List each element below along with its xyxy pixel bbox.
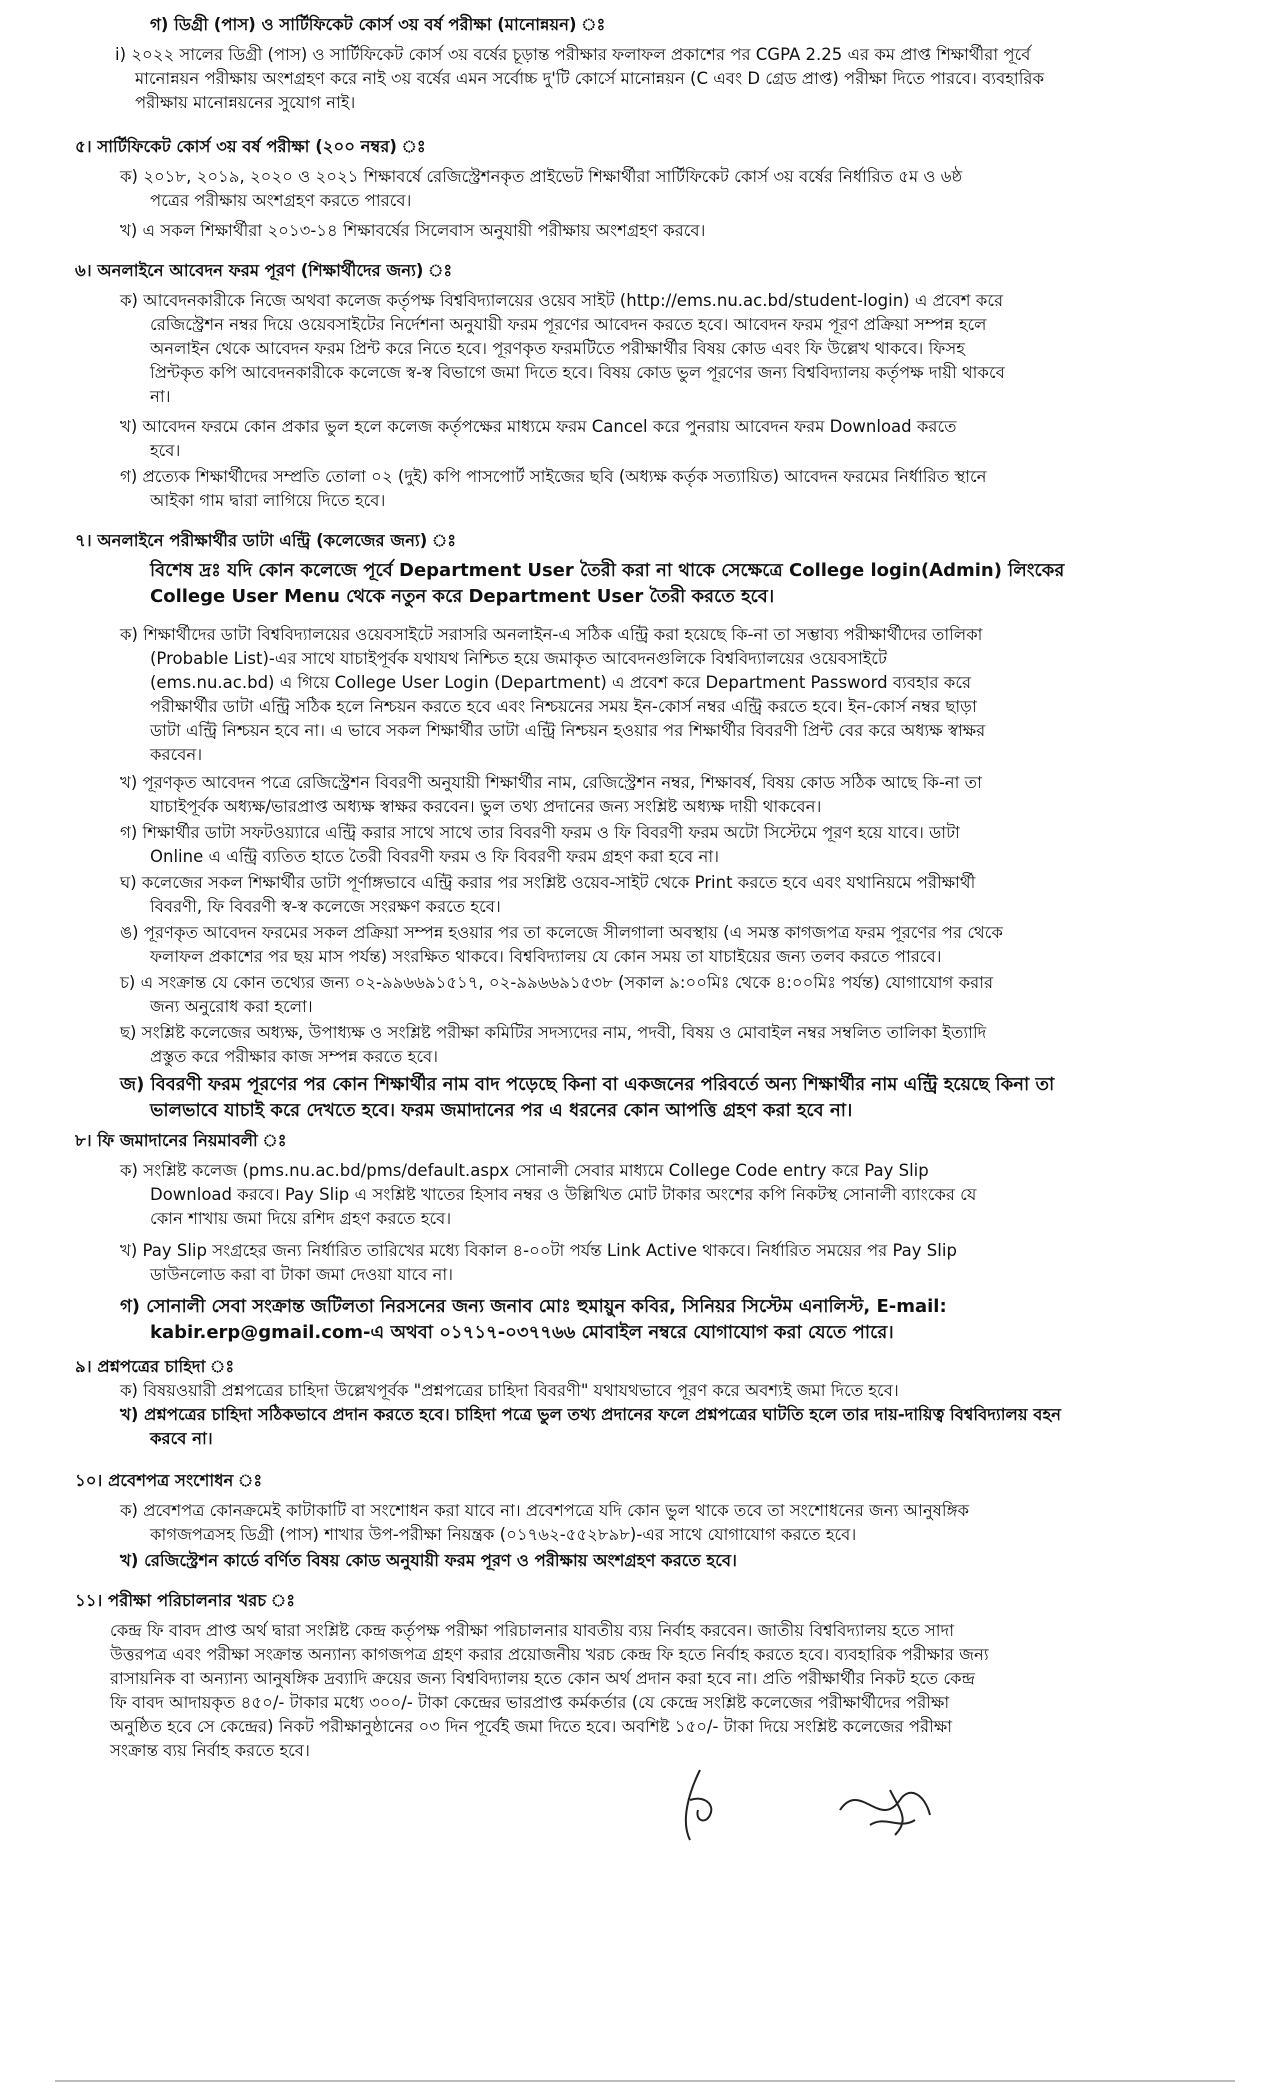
- section-7-item-chha-cont: প্রস্তুত করে পরীক্ষার কাজ সম্পন্ন করতে হবে।: [150, 1047, 439, 1066]
- section-7-item-ka-cont: (Probable List)-এর সাথে যাচাইপূর্বক যথাযথ নিশ্চিত হয়ে জমাকৃত আবেদনগুলিকে বিশ্ববিদ্যালয়ের ওয়েবসাইটে: [150, 649, 887, 668]
- section-6-item-ga-cont: আইকা গাম দ্বারা লাগিয়ে দিতে হবে।: [150, 491, 386, 510]
- section-7-item-ja: জ) বিবরণী ফরম পূরণের পর কোন শিক্ষার্থীর নাম বাদ পড়েছে কিনা বা একজনের পরিবর্তে অন্য শিক্ষার্থীর নাম এন্ট্রি হয়েছে কিনা তা: [120, 1074, 1055, 1095]
- section-9-item-kha: খ) প্রশ্নপত্রের চাহিদা সঠিকভাবে প্রদান করতে হবে। চাহিদা পত্রে ভুল তথ্য প্রদানের ফলে প্রশ্নপত্রের ঘাটতি হলে তার দায়-দায়িত্ব বিশ্ববিদ্যালয় বহন: [120, 1405, 1061, 1424]
- section-7-heading: ৭। অনলাইনে পরীক্ষার্থীর ডাটা এন্ট্রি (কলেজের জন্য) ঃ: [75, 531, 457, 550]
- section-4g-item-i-cont: পরীক্ষায় মানোন্নয়নের সুযোগ নাই।: [135, 93, 356, 112]
- section-10-heading: ১০। প্রবেশপত্র সংশোধন ঃ: [75, 1471, 263, 1490]
- section-7-item-gha: ঘ) কলেজের সকল শিক্ষার্থীর ডাটা পূর্ণাঙ্গভাবে এন্ট্রি করার পর সংশ্লিষ্ট ওয়েব-সাইট থেকে Print করতে হবে এবং যথানিয়মে পরীক্ষার্থী: [120, 873, 976, 892]
- section-11-body: অনুষ্ঠিত হবে সে কেন্দ্রের) নিকট পরীক্ষানুষ্ঠানের ০৩ দিন পূর্বেই জমা দিতে হবে। অবশিষ্ট ১৫০/- টাকা দিয়ে সংশ্লিষ্ট কলেজের পরীক্ষা: [110, 1717, 952, 1736]
- section-5-item-ka: ক) ২০১৮, ২০১৯, ২০২০ ও ২০২১ শিক্ষাবর্ষে রেজিস্ট্রেশনকৃত প্রাইভেট শিক্ষার্থীরা সার্টিফিকেট কোর্স ৩য় বর্ষের নির্ধারিত ৫ম ও ৬ষ্ঠ: [120, 167, 963, 186]
- section-4g-item-i: i) ২০২২ সালের ডিগ্রী (পাস) ও সার্টিফিকেট কোর্স ৩য় বর্ষের চূড়ান্ত পরীক্ষার ফলাফল প্রকাশের পর CGPA 2.25 এর কম প্রাপ্ত শিক্ষার্থীরা পূর্বে: [115, 45, 1031, 64]
- section-7-item-ka-cont: পরীক্ষার্থীর ডাটা এন্ট্রি সঠিক হলে নিশ্চয়ন করতে হবে এবং নিশ্চয়নের সময় ইন-কোর্স নম্বর এন্ট্রি করতে হবে। ইন-কোর্স নম্বর ছাড়া: [150, 697, 977, 716]
- section-6-item-ka-cont: প্রিন্টকৃত কপি আবেদনকারীকে কলেজে স্ব-স্ব বিভাগে জমা দিতে হবে। বিষয় কোড ভুল পূরণের জন্য বিশ্ববিদ্যালয় কর্তৃপক্ষ দায়ী থাকবে: [150, 363, 1005, 382]
- section-8-item-ka: ক) সংশ্লিষ্ট কলেজ (pms.nu.ac.bd/pms/default.aspx সোনালী সেবার মাধ্যমে College Code entry করে Pay Slip: [120, 1161, 929, 1180]
- section-7-item-gha-cont: বিবরণী, ফি বিবরণী স্ব-স্ব কলেজে সংরক্ষণ করতে হবে।: [150, 897, 501, 916]
- section-8-item-ga-cont: kabir.erp@gmail.com-এ অথবা ০১৭১৭-০৩৭৭৬৬ মোবাইল নম্বরে যোগাযোগ করা যেতে পারে।: [150, 1322, 894, 1343]
- section-10-item-ka-cont: কাগজপত্রসহ ডিগ্রী (পাস) শাখার উপ-পরীক্ষা নিয়ন্ত্রক (০১৭৬২-৫৫২৮৯৮)-এর সাথে যোগাযোগ করতে হবে।: [150, 1525, 857, 1544]
- signature-1: [660, 1760, 740, 1850]
- section-9-heading: ৯। প্রশ্নপত্রের চাহিদা ঃ: [75, 1357, 235, 1376]
- section-4g-heading: গ) ডিগ্রী (পাস) ও সার্টিফিকেট কোর্স ৩য় বর্ষ পরীক্ষা (মানোন্নয়ন) ঃ: [150, 15, 606, 34]
- section-5-item-ka-cont: পত্রের পরীক্ষায় অংশগ্রহণ করতে পারবে।: [150, 191, 412, 210]
- section-7-item-kha: খ) পূরণকৃত আবেদন পত্রে রেজিস্ট্রেশন বিবরণী অনুযায়ী শিক্ষার্থীর নাম, রেজিস্ট্রেশন নম্বর, শিক্ষাবর্ষ, বিষয় কোড সঠিক আছে কি-না তা: [120, 773, 982, 792]
- section-6-item-ka-cont: রেজিস্ট্রেশন নম্বর দিয়ে ওয়েবসাইটের নির্দেশনা অনুযায়ী ফরম পূরণের আবেদন করতে হবে। আবেদন ফরম পূরণ প্রক্রিয়া সম্পন্ন হলে: [150, 315, 987, 334]
- section-8-heading: ৮। ফি জমাদানের নিয়মাবলী ঃ: [75, 1131, 287, 1150]
- section-8-item-kha-cont: ডাউনলোড করা বা টাকা জমা দেওয়া যাবে না।: [150, 1265, 454, 1284]
- section-5-heading: ৫। সার্টিফিকেট কোর্স ৩য় বর্ষ পরীক্ষা (২০০ নম্বর) ঃ: [75, 137, 426, 156]
- section-6-item-ka: ক) আবেদনকারীকে নিজে অথবা কলেজ কর্তৃপক্ষ বিশ্ববিদ্যালয়ের ওয়েব সাইট (http://ems.nu.ac.bd/student-login) এ প্রবেশ করে: [120, 291, 1004, 310]
- section-7-item-ga: গ) শিক্ষার্থীর ডাটা সফটওয়্যারে এন্ট্রি করার সাথে সাথে তার বিবরণী ফরম ও ফি বিবরণী ফরম অটো সিস্টেমে পূরণ হয়ে যাবে। ডাটা: [120, 823, 960, 842]
- section-10-item-ka: ক) প্রবেশপত্র কোনক্রমেই কাটাকাটি বা সংশোধন করা যাবে না। প্রবেশপত্রে যদি কোন ভুল থাকে তবে তা সংশোধনের জন্য আনুষঙ্গিক: [120, 1501, 970, 1520]
- section-7-item-ka: ক) শিক্ষার্থীদের ডাটা বিশ্ববিদ্যালয়ের ওয়েবসাইটে সরাসরি অনলাইন-এ সঠিক এন্ট্রি করা হয়েছে কি-না তা সম্ভাব্য পরীক্ষার্থীদের তালিকা: [120, 625, 983, 644]
- section-7-item-umo-cont: ফলাফল প্রকাশের পর ছয় মাস পর্যন্ত) সংরক্ষিত থাকবে। বিশ্ববিদ্যালয় যে কোন সময় তা যাচাইয়ের জন্য তলব করতে পারবে।: [150, 947, 942, 966]
- section-11-body: উত্তরপত্র এবং পরীক্ষা সংক্রান্ত অন্যান্য কাগজপত্র গ্রহণ করার প্রয়োজনীয় খরচ কেন্দ্র ফি হতে নির্বাহ করতে হবে। ব্যবহারিক পরীক্ষার জন্য: [110, 1645, 989, 1664]
- section-7-item-chha: ছ) সংশ্লিষ্ট কলেজের অধ্যক্ষ, উপাধ্যক্ষ ও সংশ্লিষ্ট পরীক্ষা কমিটির সদস্যদের নাম, পদবী, বিষয় ও মোবাইল নম্বর সম্বলিত তালিকা ইত্যাদি: [120, 1023, 987, 1042]
- section-6-item-ka-cont: না।: [150, 387, 171, 406]
- section-9-item-kha-cont: করবে না।: [150, 1429, 213, 1448]
- section-6-heading: ৬। অনলাইনে আবেদন ফরম পূরণ (শিক্ষার্থীদের জন্য) ঃ: [75, 261, 453, 280]
- signature-2: [830, 1770, 940, 1850]
- section-6-item-ka-cont: অনলাইন থেকে আবেদন ফরম প্রিন্ট করে নিতে হবে। পূরণকৃত ফরমটিতে পরীক্ষার্থীর বিষয় কোড এবং ফি উল্লেখ থাকবে। ফিসহ: [150, 339, 965, 358]
- section-8-item-ga: গ) সোনালী সেবা সংক্রান্ত জটিলতা নিরসনের জন্য জনাব মোঃ হুমায়ুন কবির, সিনিয়র সিস্টেম এনালিস্ট, E-mail:: [120, 1296, 947, 1317]
- section-11-body: রাসায়নিক বা অন্যান্য আনুষঙ্গিক দ্রব্যাদি ক্রয়ের জন্য বিশ্ববিদ্যালয় হতে কোন অর্থ প্রদান করা হবে না। প্রতি পরীক্ষার্থীর নিকট হতে কেন্দ্র: [110, 1669, 975, 1688]
- section-6-item-kha: খ) আবেদন ফরমে কোন প্রকার ভুল হলে কলেজ কর্তৃপক্ষের মাধ্যমে ফরম Cancel করে পুনরায় আবেদন ফরম Download করতে: [120, 417, 957, 436]
- section-11-body: সংক্রান্ত ব্যয় নির্বাহ করতে হবে।: [110, 1741, 310, 1760]
- section-10-item-kha: খ) রেজিস্ট্রেশন কার্ডে বর্ণিত বিষয় কোড অনুযায়ী ফরম পূরণ ও পরীক্ষায় অংশগ্রহণ করতে হবে।: [120, 1551, 737, 1570]
- section-11-heading: ১১। পরীক্ষা পরিচালনার খরচ ঃ: [75, 1591, 296, 1610]
- section-4g-item-i-cont: মানোন্নয়ন পরীক্ষায় অংশগ্রহণ করে নাই ৩য় বর্ষের এমন সর্বোচ্চ দু'টি কোর্সে মানোন্নয়ন (C এবং D গ্রেড প্রাপ্ত) পরীক্ষা দিতে পারবে। ব্যবহারিক: [135, 69, 1045, 88]
- section-7-special-note: বিশেষ দ্রঃ যদি কোন কলেজে পূর্বে Department User তৈরী করা না থাকে সেক্ষেত্রে College login(Admin) লিংকের: [150, 560, 1065, 581]
- section-7-item-cha: চ) এ সংক্রান্ত যে কোন তথ্যের জন্য ০২-৯৯৬৬৯১৫১৭, ০২-৯৯৬৬৯১৫৩৮ (সকাল ৯:০০মিঃ থেকে ৪:০০মিঃ পর্যন্ত) যোগাযোগ করার: [120, 973, 994, 992]
- section-5-item-kha: খ) এ সকল শিক্ষার্থীরা ২০১৩-১৪ শিক্ষাবর্ষের সিলেবাস অনুযায়ী পরীক্ষায় অংশগ্রহণ করবে।: [120, 221, 706, 240]
- section-7-item-umo: ঙ) পূরণকৃত আবেদন ফরমের সকল প্রক্রিয়া সম্পন্ন হওয়ার পর তা কলেজে সীলগালা অবস্থায় (এ সমস্ত কাগজপত্র ফরম পূরণের পর থেকে: [120, 923, 1003, 942]
- section-6-item-ga: গ) প্রত্যেক শিক্ষার্থীদের সম্প্রতি তোলা ০২ (দুই) কপি পাসপোর্ট সাইজের ছবি (অধ্যক্ষ কর্তৃক সত্যায়িত) আবেদন ফরমের নির্ধারিত স্থানে: [120, 467, 987, 486]
- section-8-item-ka-cont: Download করবে। Pay Slip এ সংশ্লিষ্ট খাতের হিসাব নম্বর ও উল্লিখিত মোট টাকার অংশের কপি নিকটস্থ সোনালী ব্যাংকের যে: [150, 1185, 977, 1204]
- section-11-body: ফি বাবদ আদায়কৃত ৪৫০/- টাকার মধ্যে ৩০০/- টাকা কেন্দ্রের ভারপ্রাপ্ত কর্মকর্তার (যে কেন্দ্রে সংশ্লিষ্ট কলেজের পরীক্ষার্থীদের পরীক্ষা: [110, 1693, 950, 1712]
- section-7-item-cha-cont: জন্য অনুরোধ করা হলো।: [150, 997, 313, 1016]
- section-8-item-kha: খ) Pay Slip সংগ্রহের জন্য নির্ধারিত তারিখের মধ্যে বিকাল ৪-০০টা পর্যন্ত Link Active থাকবে। নির্ধারিত সময়ের পর Pay Slip: [120, 1241, 957, 1260]
- section-7-item-ga-cont: Online এ এন্ট্রি ব্যতিত হাতে তৈরী বিবরণী ফরম ও ফি বিবরণী ফরম গ্রহণ করা হবে না।: [150, 847, 720, 866]
- section-7-item-ka-cont: করবেন।: [150, 745, 203, 764]
- section-7-item-ja-cont: ভালভাবে যাচাই করে দেখতে হবে। ফরম জমাদানের পর এ ধরনের কোন আপত্তি গ্রহণ করা হবে না।: [150, 1100, 853, 1121]
- section-7-item-kha-cont: যাচাইপূর্বক অধ্যক্ষ/ভারপ্রাপ্ত অধ্যক্ষ স্বাক্ষর করবেন। ভুল তথ্য প্রদানের জন্য সংশ্লিষ্ট অধ্যক্ষ দায়ী থাকবেন।: [150, 797, 822, 816]
- section-11-body: কেন্দ্র ফি বাবদ প্রাপ্ত অর্থ দ্বারা সংশ্লিষ্ট কেন্দ্র কর্তৃপক্ষ পরীক্ষা পরিচালনার যাবতীয় ব্যয় নির্বাহ করবেন। জাতীয় বিশ্ববিদ্যালয় হতে সাদা: [110, 1621, 955, 1640]
- section-6-item-kha-cont: হবে।: [150, 441, 181, 460]
- page-bottom-rule: [55, 2080, 1235, 2082]
- section-7-special-note-cont: College User Menu থেকে নতুন করে Department User তৈরী করতে হবে।: [150, 586, 775, 607]
- section-8-item-ka-cont: কোন শাখায় জমা দিয়ে রশিদ গ্রহণ করতে হবে।: [150, 1209, 452, 1228]
- section-7-item-ka-cont: ডাটা এন্ট্রি নিশ্চয়ন হবে না। এ ভাবে সকল শিক্ষার্থীর ডাটা এন্ট্রি নিশ্চয়ন হওয়ার পর শিক্ষার্থীর বিবরণী প্রিন্ট বের করে অধ্যক্ষ স্বাক্ষর: [150, 721, 986, 740]
- section-7-item-ka-cont: (ems.nu.ac.bd) এ গিয়ে College User Login (Department) এ প্রবেশ করে Department Password ব্যবহার করে: [150, 673, 972, 692]
- section-9-item-ka: ক) বিষয়ওয়ারী প্রশ্নপত্রের চাহিদা উল্লেখপূর্বক "প্রশ্নপত্রের চাহিদা বিবরণী" যথাযথভাবে পূরণ করে অবশ্যই জমা দিতে হবে।: [120, 1381, 899, 1400]
